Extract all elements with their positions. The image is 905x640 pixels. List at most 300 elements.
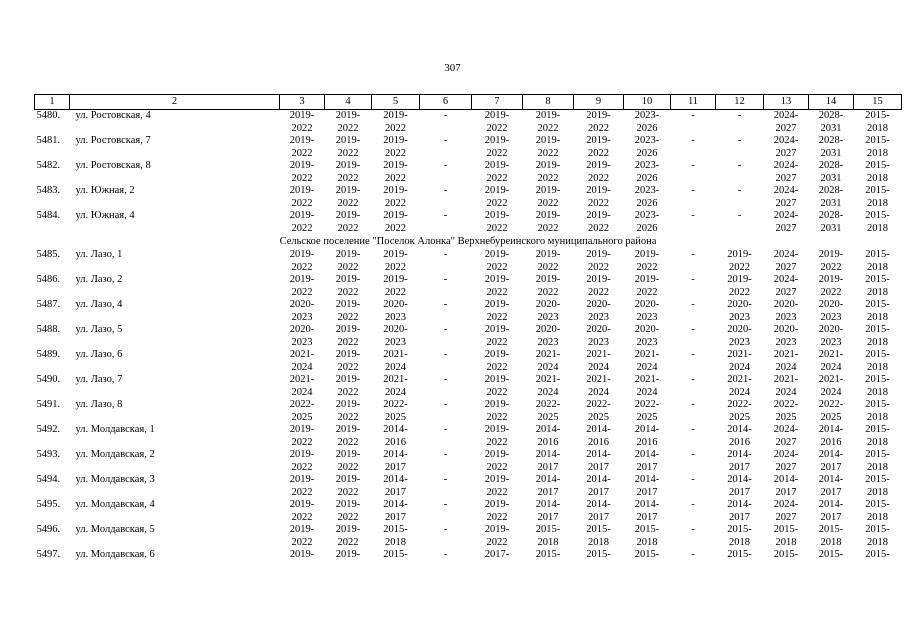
period-cell: 2014- 2017 [727, 474, 752, 498]
period-cell: 2019- 2022 [289, 110, 315, 134]
period-cell: 2020- 2023 [535, 299, 561, 323]
period-cell: 2020- 2023 [727, 324, 752, 348]
period-cell: - [691, 349, 695, 360]
period-cell: 2014- 2017 [773, 474, 799, 498]
table-row [35, 399, 902, 424]
column-header: 2 [70, 95, 280, 110]
period-cell: 2019- 2022 [289, 249, 315, 273]
period-cell: - [737, 210, 742, 221]
period-cell: 2019- 2022 [289, 524, 315, 548]
period-cell: 2020- 2023 [289, 299, 315, 323]
period-cell: - [443, 274, 448, 285]
row-number: 5497. [36, 549, 61, 560]
period-cell: 2014- 2016 [383, 424, 408, 448]
period-cell: 2021- 2024 [289, 374, 315, 398]
period-cell: 2019- 2022 [727, 274, 752, 298]
data-table [34, 94, 902, 574]
row-number: 5486. [36, 274, 61, 285]
period-cell: 2015- 2018 [865, 299, 890, 323]
period-cell: 2028- 2031 [818, 110, 844, 134]
period-cell: 2015- 2018 [865, 210, 890, 234]
address-cell: ул. Молдавская, 1 [75, 424, 155, 435]
period-cell: 2019- 2022 [535, 135, 561, 159]
period-cell: 2019- 2022 [484, 499, 510, 523]
period-cell: - [443, 549, 448, 560]
period-cell: - [443, 210, 448, 221]
period-cell: 2014- 2016 [586, 424, 611, 448]
section-row [35, 235, 902, 249]
row-number: 5493. [36, 449, 61, 460]
period-cell: - [691, 299, 695, 310]
period-cell: 2014- 2016 [535, 424, 561, 448]
address-cell: ул. Лазо, 1 [75, 249, 123, 260]
period-cell: 2019- 2022 [535, 185, 561, 209]
period-cell: 2019- 2022 [484, 424, 510, 448]
period-cell: 2021- 2024 [586, 374, 611, 398]
row-number: 5492. [36, 424, 61, 435]
address-cell: ул. Молдавская, 2 [75, 449, 155, 460]
row-number: 5484. [36, 210, 61, 221]
period-cell: 2023- 2026 [634, 135, 660, 159]
period-cell: 2019- 2022 [289, 424, 315, 448]
period-cell: - [691, 249, 695, 260]
period-cell: 2019- 2022 [484, 524, 510, 548]
period-cell: 2024- 2027 [773, 274, 799, 298]
period-cell: - [691, 424, 695, 435]
table-row [35, 110, 902, 136]
row-number: 5481. [36, 135, 61, 146]
table-row [35, 374, 902, 399]
period-cell: 2019- 2022 [535, 274, 561, 298]
table-row [35, 549, 902, 574]
period-cell: 2019- 2022 [383, 274, 408, 298]
period-cell: 2019- 2022 [535, 110, 561, 134]
table-row [35, 499, 902, 524]
period-cell: - [691, 274, 695, 285]
period-cell: 2014- 2017 [586, 499, 611, 523]
table-row [35, 524, 902, 549]
period-cell: 2015- [383, 549, 408, 560]
period-cell: 2019- 2022 [484, 110, 510, 134]
period-cell: 2019- 2022 [335, 210, 361, 234]
period-cell: 2014- 2017 [535, 449, 561, 473]
table-row [35, 349, 902, 374]
period-cell: 2021- 2024 [383, 349, 408, 373]
address-cell: ул. Молдавская, 4 [75, 499, 155, 510]
period-cell: 2021- 2024 [773, 374, 799, 398]
period-cell: 2015- 2018 [535, 524, 561, 548]
period-cell: - [443, 249, 448, 260]
period-cell: 2019- 2022 [586, 135, 611, 159]
period-cell: - [737, 135, 742, 146]
period-cell: - [443, 160, 448, 171]
address-cell: ул. Южная, 4 [75, 210, 135, 221]
period-cell: 2022- 2025 [383, 399, 408, 423]
period-cell: 2014- 2016 [727, 424, 752, 448]
period-cell: 2019- 2022 [484, 299, 510, 323]
row-number: 5490. [36, 374, 61, 385]
address-cell: ул. Южная, 2 [75, 185, 135, 196]
period-cell: 2020- 2023 [383, 299, 408, 323]
period-cell: 2024- 2027 [773, 499, 799, 523]
column-header: 14 [809, 95, 854, 110]
address-cell: ул. Лазо, 8 [75, 399, 123, 410]
period-cell: 2019- 2022 [484, 324, 510, 348]
period-cell: 2015- 2018 [865, 249, 890, 273]
period-cell: 2017- [484, 549, 510, 560]
table-row [35, 160, 902, 185]
address-cell: ул. Ростовская, 7 [75, 135, 151, 146]
period-cell: 2015- [634, 549, 660, 560]
period-cell: 2019- 2022 [383, 185, 408, 209]
period-cell: 2014- 2017 [383, 449, 408, 473]
period-cell: 2019- 2022 [289, 474, 315, 498]
period-cell: 2022- 2025 [289, 399, 315, 423]
period-cell: 2021- 2024 [727, 349, 752, 373]
period-cell: - [443, 474, 448, 485]
period-cell: 2015- 2018 [586, 524, 611, 548]
section-title: Сельское поселение "Поселок Алонка" Верхнебуреинского муниципального района [279, 236, 657, 247]
period-cell: 2014- 2017 [727, 449, 752, 473]
table-row [35, 424, 902, 449]
period-cell: 2020- 2023 [634, 299, 660, 323]
period-cell: - [443, 324, 448, 335]
period-cell: 2020- 2023 [818, 299, 844, 323]
period-cell: 2019- 2022 [335, 135, 361, 159]
column-header: 3 [280, 95, 325, 110]
period-cell: - [737, 160, 742, 171]
period-cell: 2019- 2022 [335, 424, 361, 448]
period-cell: 2015- 2018 [865, 110, 890, 134]
column-header: 8 [523, 95, 574, 110]
period-cell: - [737, 110, 742, 121]
period-cell: 2019- 2022 [484, 160, 510, 184]
period-cell: 2021- 2024 [727, 374, 752, 398]
period-cell: 2019- 2022 [383, 210, 408, 234]
column-header: 1 [35, 95, 70, 110]
table-row [35, 210, 902, 235]
period-cell: 2022- 2025 [773, 399, 799, 423]
column-header: 6 [420, 95, 472, 110]
period-cell: 2020- 2023 [535, 324, 561, 348]
period-cell: 2019- 2022 [383, 110, 408, 134]
period-cell: 2014- 2017 [383, 474, 408, 498]
table-row [35, 274, 902, 299]
period-cell: - [691, 499, 695, 510]
period-cell: 2019- 2022 [484, 249, 510, 273]
period-cell: 2019- 2022 [586, 210, 611, 234]
period-cell: 2014- 2016 [634, 424, 660, 448]
period-cell: 2019- 2022 [335, 110, 361, 134]
period-cell: 2019- 2022 [484, 349, 510, 373]
period-cell: 2019- 2022 [289, 135, 315, 159]
period-cell: 2015- 2018 [865, 160, 890, 184]
column-header: 9 [574, 95, 624, 110]
period-cell: - [443, 499, 448, 510]
period-cell: 2014- 2017 [535, 474, 561, 498]
period-cell: 2015- [818, 549, 844, 560]
period-cell: 2015- 2018 [383, 524, 408, 548]
period-cell: 2015- [865, 549, 890, 560]
period-cell: 2024- 2027 [773, 249, 799, 273]
period-cell: - [443, 374, 448, 385]
address-cell: ул. Молдавская, 3 [75, 474, 155, 485]
row-number: 5482. [36, 160, 61, 171]
period-cell: - [443, 299, 448, 310]
period-cell: 2019- 2022 [383, 135, 408, 159]
period-cell: 2019- [335, 549, 361, 560]
period-cell: - [443, 524, 448, 535]
period-cell: 2014- 2017 [634, 474, 660, 498]
period-cell: 2019- 2022 [335, 185, 361, 209]
period-cell: 2019- 2022 [383, 249, 408, 273]
period-cell: 2023- 2026 [634, 185, 660, 209]
period-cell: 2015- 2018 [865, 474, 890, 498]
period-cell: 2019- 2022 [383, 160, 408, 184]
table-row [35, 449, 902, 474]
period-cell: 2023- 2026 [634, 210, 660, 234]
period-cell: 2019- 2022 [484, 449, 510, 473]
address-cell: ул. Лазо, 5 [75, 324, 123, 335]
period-cell: 2015- 2018 [865, 324, 890, 348]
period-cell: 2020- 2023 [727, 299, 752, 323]
period-cell: 2015- 2018 [865, 135, 890, 159]
period-cell: 2020- 2023 [818, 324, 844, 348]
period-cell: 2019- 2022 [335, 160, 361, 184]
row-number: 5491. [36, 399, 61, 410]
period-cell: 2019- 2022 [586, 160, 611, 184]
period-cell: 2022- 2025 [535, 399, 561, 423]
period-cell: 2019- 2022 [335, 499, 361, 523]
period-cell: 2021- 2024 [634, 374, 660, 398]
period-cell: 2020- 2023 [586, 324, 611, 348]
period-cell: 2021- 2024 [634, 349, 660, 373]
page-number: 307 [444, 62, 461, 74]
address-cell: ул. Лазо, 2 [75, 274, 123, 285]
period-cell: 2019- 2022 [289, 274, 315, 298]
period-cell: 2015- [727, 549, 752, 560]
period-cell: 2015- 2018 [865, 499, 890, 523]
address-cell: ул. Лазо, 4 [75, 299, 123, 310]
period-cell: 2019- 2022 [484, 135, 510, 159]
period-cell: - [691, 210, 695, 221]
period-cell: 2014- 2017 [383, 499, 408, 523]
period-cell: 2021- 2024 [535, 349, 561, 373]
period-cell: 2019- 2022 [335, 324, 361, 348]
period-cell: 2014- 2017 [586, 449, 611, 473]
period-cell: 2019- 2022 [335, 299, 361, 323]
period-cell: 2015- 2018 [634, 524, 660, 548]
period-cell: 2020- 2023 [634, 324, 660, 348]
table-row [35, 135, 902, 160]
column-header: 15 [854, 95, 902, 110]
period-cell: 2015- [773, 549, 799, 560]
period-cell: 2019- 2022 [535, 210, 561, 234]
period-cell: - [443, 185, 448, 196]
period-cell: 2024- 2027 [773, 160, 799, 184]
period-cell: 2015- [586, 549, 611, 560]
period-cell: 2014- 2017 [634, 449, 660, 473]
period-cell: - [691, 135, 695, 146]
period-cell: 2019- 2022 [818, 274, 844, 298]
period-cell: 2021- 2024 [818, 349, 844, 373]
period-cell: 2015- 2018 [865, 349, 890, 373]
period-cell: - [691, 160, 695, 171]
row-number: 5496. [36, 524, 61, 535]
period-cell: 2015- 2018 [865, 424, 890, 448]
period-cell: 2015- 2018 [865, 524, 890, 548]
period-cell: 2024- 2027 [773, 135, 799, 159]
period-cell: 2019- 2022 [484, 185, 510, 209]
table-row [35, 474, 902, 499]
period-cell: 2024- 2027 [773, 110, 799, 134]
period-cell: 2019- 2022 [586, 249, 611, 273]
period-cell: 2021- 2024 [383, 374, 408, 398]
period-cell: - [737, 185, 742, 196]
period-cell: - [691, 399, 695, 410]
address-cell: ул. Молдавская, 6 [75, 549, 155, 560]
period-cell: 2028- 2031 [818, 185, 844, 209]
period-cell: 2020- 2023 [289, 324, 315, 348]
period-cell: - [443, 424, 448, 435]
period-cell: 2014- 2017 [818, 449, 844, 473]
period-cell: - [691, 324, 695, 335]
period-cell: 2019- 2022 [535, 160, 561, 184]
period-cell: 2019- 2022 [335, 374, 361, 398]
row-number: 5495. [36, 499, 61, 510]
period-cell: 2022- 2025 [818, 399, 844, 423]
column-header: 11 [671, 95, 716, 110]
period-cell: 2019- 2022 [484, 474, 510, 498]
row-number: 5487. [36, 299, 61, 310]
period-cell: 2019- 2022 [335, 274, 361, 298]
period-cell: 2015- 2018 [865, 399, 890, 423]
address-cell: ул. Ростовская, 4 [75, 110, 151, 121]
period-cell: 2020- 2023 [773, 299, 799, 323]
period-cell: 2019- 2022 [289, 160, 315, 184]
period-cell: 2024- 2027 [773, 449, 799, 473]
period-cell: 2022- 2025 [586, 399, 611, 423]
period-cell: 2019- 2022 [586, 274, 611, 298]
period-cell: 2015- [535, 549, 561, 560]
period-cell: 2021- 2024 [586, 349, 611, 373]
period-cell: 2021- 2024 [289, 349, 315, 373]
period-cell: 2014- 2017 [818, 499, 844, 523]
period-cell: 2014- 2017 [586, 474, 611, 498]
period-cell: 2015- 2018 [773, 524, 799, 548]
column-header: 5 [372, 95, 420, 110]
period-cell: 2019- 2022 [335, 449, 361, 473]
period-cell: 2015- 2018 [727, 524, 752, 548]
row-number: 5488. [36, 324, 61, 335]
period-cell: 2019- [289, 549, 315, 560]
period-cell: 2022- 2025 [634, 399, 660, 423]
period-cell: - [691, 449, 695, 460]
period-cell: - [443, 399, 448, 410]
period-cell: - [691, 374, 695, 385]
period-cell: 2019- 2022 [289, 499, 315, 523]
period-cell: 2028- 2031 [818, 210, 844, 234]
period-cell: 2015- 2018 [865, 374, 890, 398]
period-cell: 2019- 2022 [289, 449, 315, 473]
period-cell: 2019- 2022 [335, 524, 361, 548]
period-cell: 2015- 2018 [865, 449, 890, 473]
period-cell: - [443, 349, 448, 360]
period-cell: 2028- 2031 [818, 160, 844, 184]
period-cell: 2014- 2017 [634, 499, 660, 523]
period-cell: 2019- 2022 [335, 249, 361, 273]
row-number: 5485. [36, 249, 61, 260]
period-cell: 2019- 2022 [484, 399, 510, 423]
period-cell: 2020- 2023 [383, 324, 408, 348]
period-cell: 2023- 2026 [634, 160, 660, 184]
period-cell: 2019- 2022 [289, 210, 315, 234]
header-row [35, 95, 902, 110]
row-number: 5494. [36, 474, 61, 485]
period-cell: 2015- 2018 [865, 185, 890, 209]
period-cell: 2019- 2022 [289, 185, 315, 209]
address-cell: ул. Молдавская, 5 [75, 524, 155, 535]
period-cell: 2019- 2022 [335, 349, 361, 373]
column-header: 10 [624, 95, 671, 110]
period-cell: 2019- 2022 [335, 399, 361, 423]
period-cell: 2019- 2022 [484, 210, 510, 234]
table-row [35, 299, 902, 324]
row-number: 5489. [36, 349, 61, 360]
period-cell: 2019- 2022 [586, 185, 611, 209]
column-header: 4 [325, 95, 372, 110]
period-cell: 2015- 2018 [865, 274, 890, 298]
period-cell: 2021- 2024 [818, 374, 844, 398]
period-cell: - [691, 185, 695, 196]
period-cell: - [691, 474, 695, 485]
period-cell: 2019- 2022 [535, 249, 561, 273]
address-cell: ул. Лазо, 6 [75, 349, 123, 360]
column-header: 7 [472, 95, 523, 110]
row-number: 5483. [36, 185, 61, 196]
row-number: 5480. [36, 110, 61, 121]
period-cell: 2019- 2022 [634, 274, 660, 298]
period-cell: - [691, 549, 695, 560]
period-cell: - [443, 449, 448, 460]
period-cell: 2021- 2024 [773, 349, 799, 373]
period-cell: 2019- 2022 [818, 249, 844, 273]
address-cell: ул. Лазо, 7 [75, 374, 123, 385]
period-cell: 2024- 2027 [773, 185, 799, 209]
period-cell: 2014- 2017 [535, 499, 561, 523]
period-cell: 2019- 2022 [727, 249, 752, 273]
address-cell: ул. Ростовская, 8 [75, 160, 151, 171]
period-cell: 2022- 2025 [727, 399, 752, 423]
period-cell: - [443, 110, 448, 121]
period-cell: 2023- 2026 [634, 110, 660, 134]
table-row [35, 249, 902, 274]
period-cell: 2019- 2022 [484, 374, 510, 398]
table-row [35, 185, 902, 210]
period-cell: 2014- 2017 [727, 499, 752, 523]
period-cell: 2024- 2027 [773, 210, 799, 234]
period-cell: 2014- 2016 [818, 424, 844, 448]
column-header: 12 [716, 95, 764, 110]
table-row [35, 324, 902, 349]
period-cell: 2024- 2027 [773, 424, 799, 448]
period-cell: 2020- 2023 [586, 299, 611, 323]
period-cell: 2021- 2024 [535, 374, 561, 398]
period-cell: 2019- 2022 [335, 474, 361, 498]
period-cell: - [691, 524, 695, 535]
period-cell: 2019- 2022 [586, 110, 611, 134]
column-header: 13 [764, 95, 809, 110]
